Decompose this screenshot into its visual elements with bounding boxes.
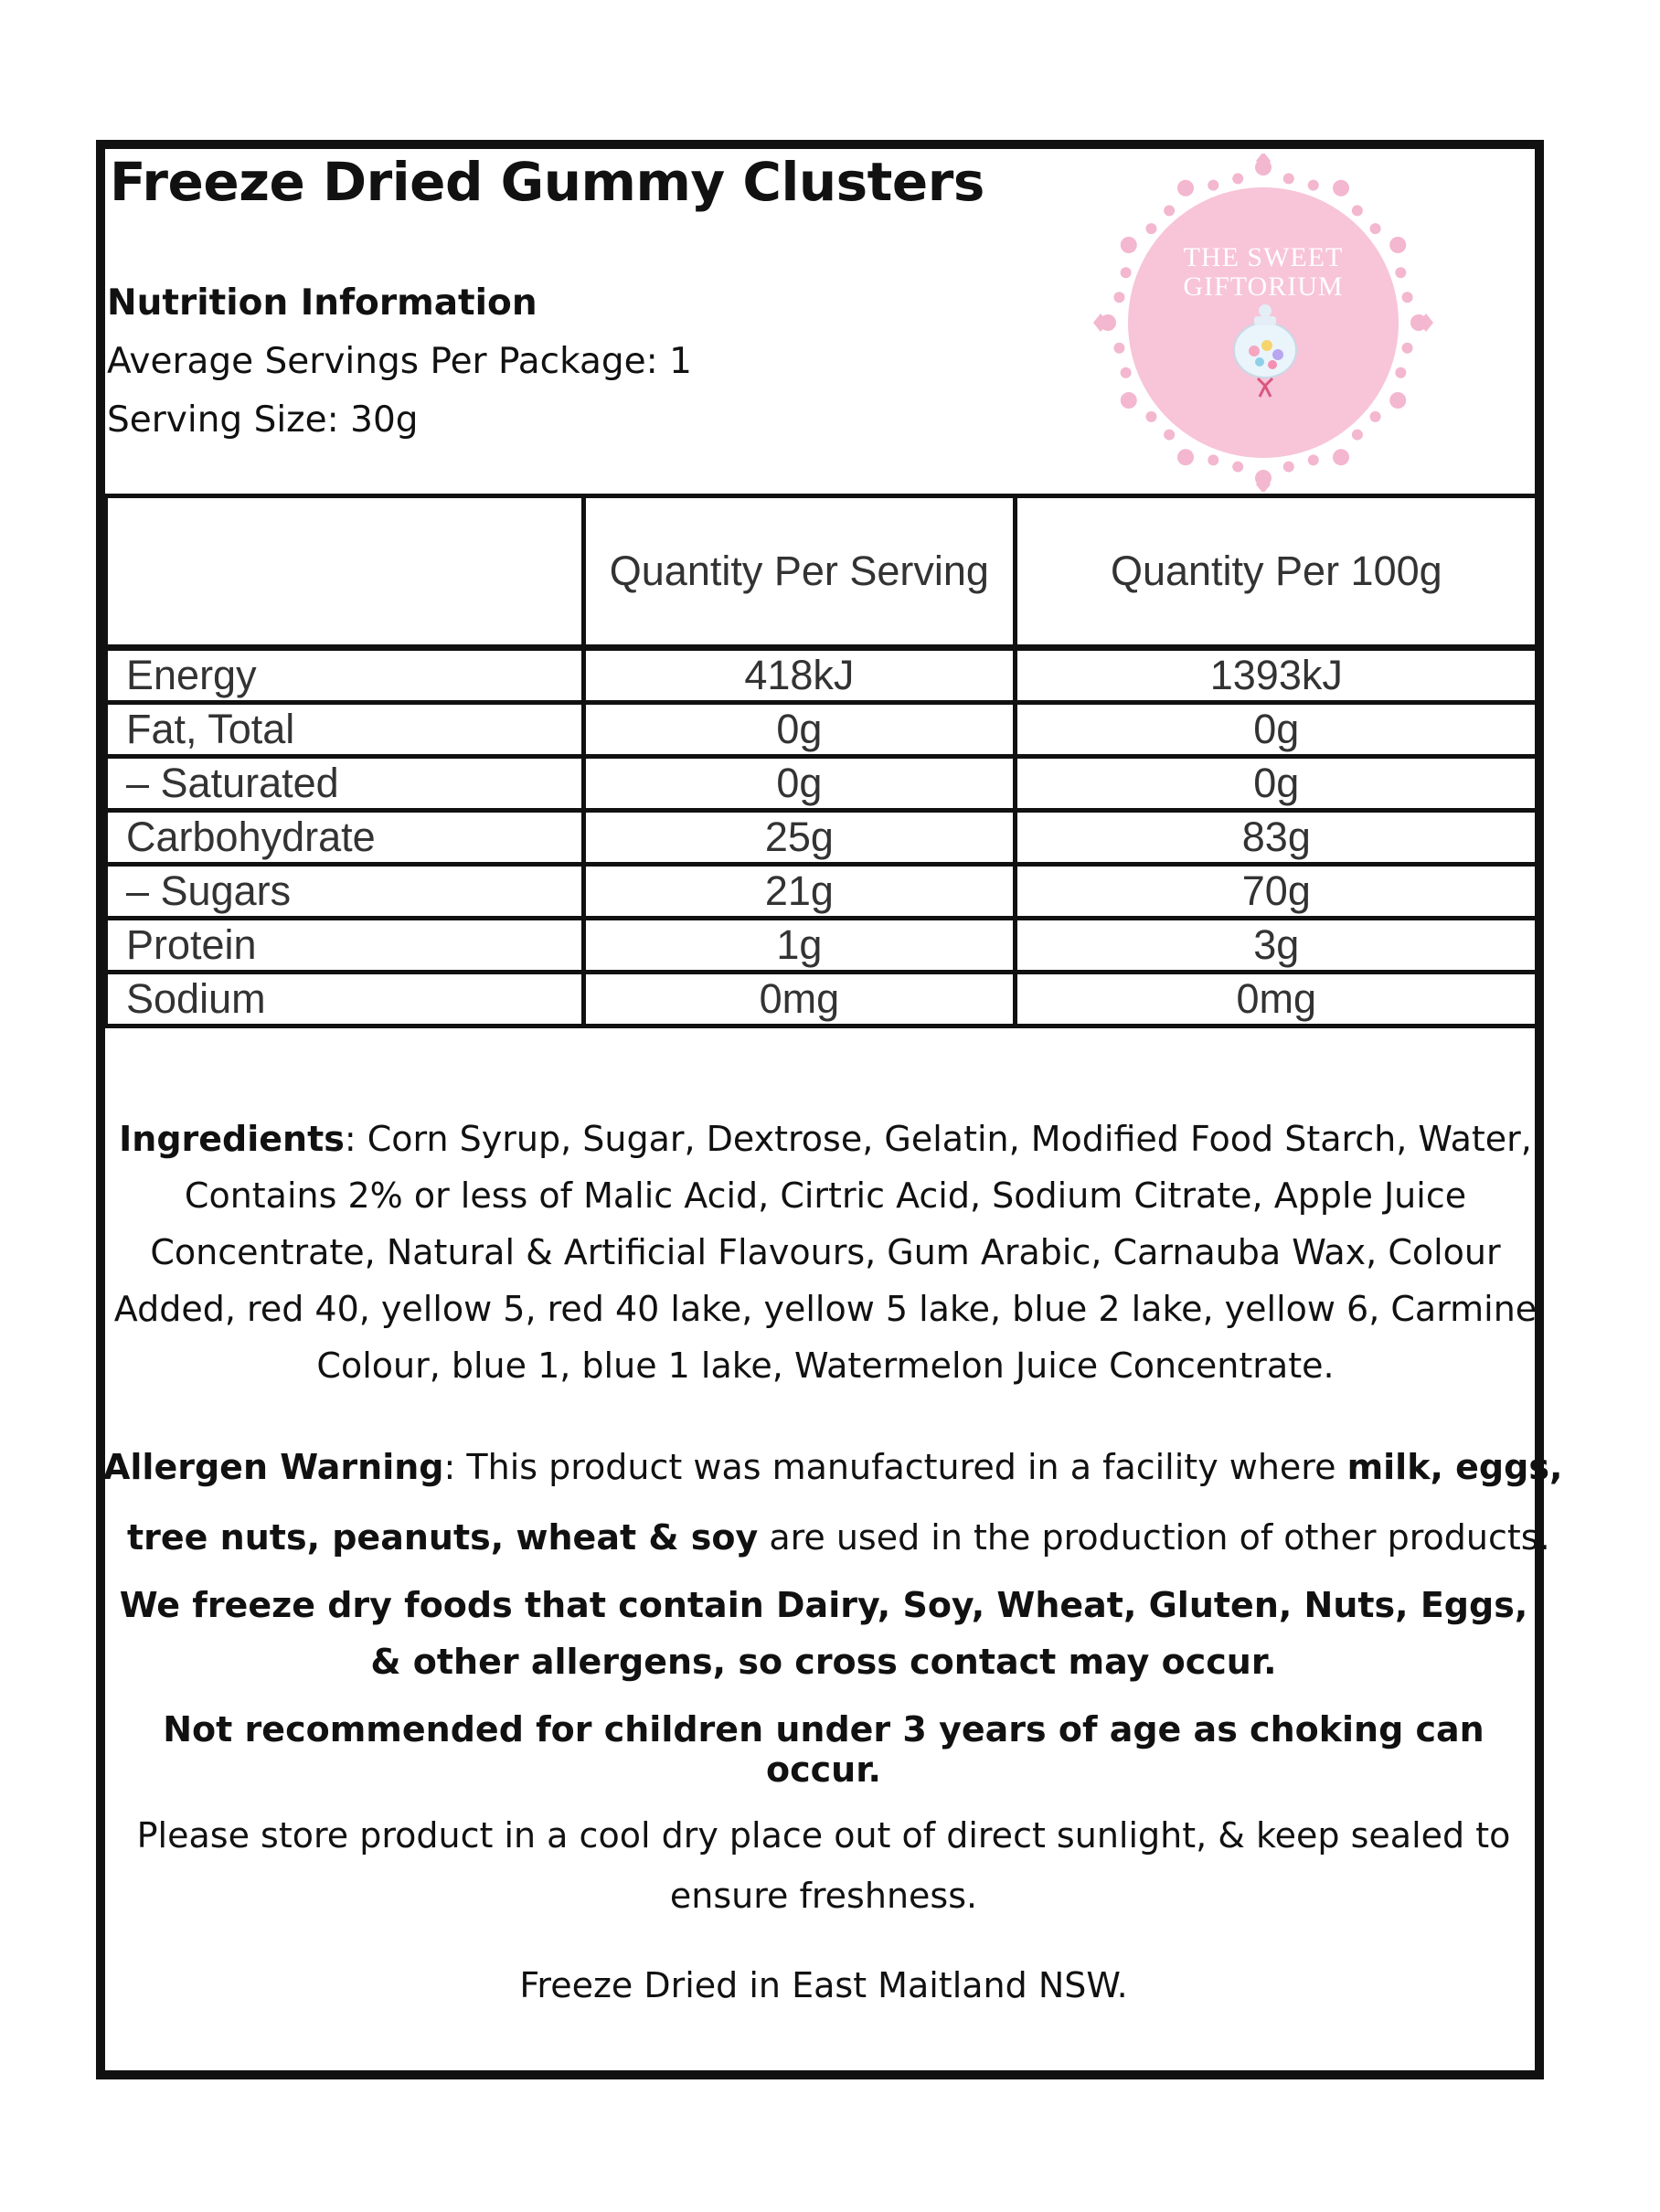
table-row xyxy=(106,865,1538,919)
servings-per-package: Average Servings Per Package: 1 xyxy=(107,341,692,382)
nutrient-name: Energy xyxy=(106,648,584,703)
nutrient-name: Carbohydrate xyxy=(106,811,584,865)
allergen-bold-2: tree nuts, peanuts, wheat & soy xyxy=(127,1517,759,1558)
per-serving-value: 21g xyxy=(584,865,1016,919)
table-row xyxy=(106,811,1538,865)
ingredients-label: Ingredients xyxy=(119,1119,345,1159)
product-title: Freeze Dried Gummy Clusters xyxy=(110,151,984,213)
table-header-per-serving: Quantity Per Serving xyxy=(584,496,1016,648)
per-serving-value: 25g xyxy=(584,811,1016,865)
nutrient-name: Fat, Total xyxy=(106,703,584,757)
lace-badge-icon xyxy=(1090,154,1437,492)
per-100g-value: 3g xyxy=(1015,919,1538,973)
table-header-empty xyxy=(106,496,584,648)
allergen-bold-1: milk, eggs, xyxy=(1346,1447,1563,1487)
per-100g-value: 1393kJ xyxy=(1015,648,1538,703)
per-100g-value: 0g xyxy=(1015,757,1538,811)
table-header-row xyxy=(106,496,1538,648)
table-row xyxy=(106,757,1538,811)
nutrient-name: Sodium xyxy=(106,973,584,1026)
nutrition-info xyxy=(107,274,692,450)
ingredients xyxy=(107,1111,1544,1394)
nutrition-table xyxy=(103,494,1540,1028)
table-header-per-100g: Quantity Per 100g xyxy=(1015,496,1538,648)
per-serving-value: 1g xyxy=(584,919,1016,973)
per-100g-value: 83g xyxy=(1015,811,1538,865)
nutrition-heading: Nutrition Information xyxy=(107,282,537,324)
origin-statement: Freeze Dried in East Maitland NSW. xyxy=(519,1965,1128,2005)
allergen-label: Allergen Warning xyxy=(103,1447,444,1487)
table-row xyxy=(106,703,1538,757)
table-row xyxy=(106,648,1538,703)
per-serving-value: 0g xyxy=(584,703,1016,757)
allergen-text-1: : This product was manufactured in a facility where xyxy=(443,1447,1347,1487)
allergen-text-2: are used in the production of other products. xyxy=(758,1517,1550,1558)
per-100g-value: 0g xyxy=(1015,703,1538,757)
brand-logo xyxy=(1090,154,1437,492)
nutrient-name: – Saturated xyxy=(106,757,584,811)
freeze-dry-notice: We freeze dry foods that contain Dairy, Soy, Wheat, Gluten, Nuts, Eggs, & other allergens, so cross contact may occur. xyxy=(119,1585,1528,1682)
per-serving-value: 0g xyxy=(584,757,1016,811)
storage-instructions: Please store product in a cool dry place out of direct sunlight, & keep sealed to ensure freshness. xyxy=(136,1815,1511,1916)
table-row xyxy=(106,973,1538,1026)
logo-text-line2: GIFTORIUM xyxy=(1183,271,1344,302)
children-warning: Not recommended for children under 3 years of age as choking can occur. xyxy=(163,1709,1484,1790)
per-serving-value: 0mg xyxy=(584,973,1016,1026)
per-100g-value: 70g xyxy=(1015,865,1538,919)
logo-text-line1: THE SWEET xyxy=(1183,242,1344,272)
per-100g-value: 0mg xyxy=(1015,973,1538,1026)
per-serving-value: 418kJ xyxy=(584,648,1016,703)
nutrient-name: Protein xyxy=(106,919,584,973)
serving-size: Serving Size: 30g xyxy=(107,399,419,441)
table-row xyxy=(106,919,1538,973)
ingredients-text: : Corn Syrup, Sugar, Dextrose, Gelatin, Modified Food Starch, Water, Contains 2% or less of Malic Acid, Cirtric Acid, Sodium Citrate, Apple Juice Concentrate, Natural & Artificial Flavours, Gum Arabic, Carnauba Wax, Colour Added, red 40, yellow 5, red 40 lake, yellow 5 lake, blue 2 lake, yellow 6, Carmine Colour, blue 1, blue 1 lake, Watermelon Juice Concentrate. xyxy=(113,1119,1538,1386)
nutrient-name: – Sugars xyxy=(106,865,584,919)
